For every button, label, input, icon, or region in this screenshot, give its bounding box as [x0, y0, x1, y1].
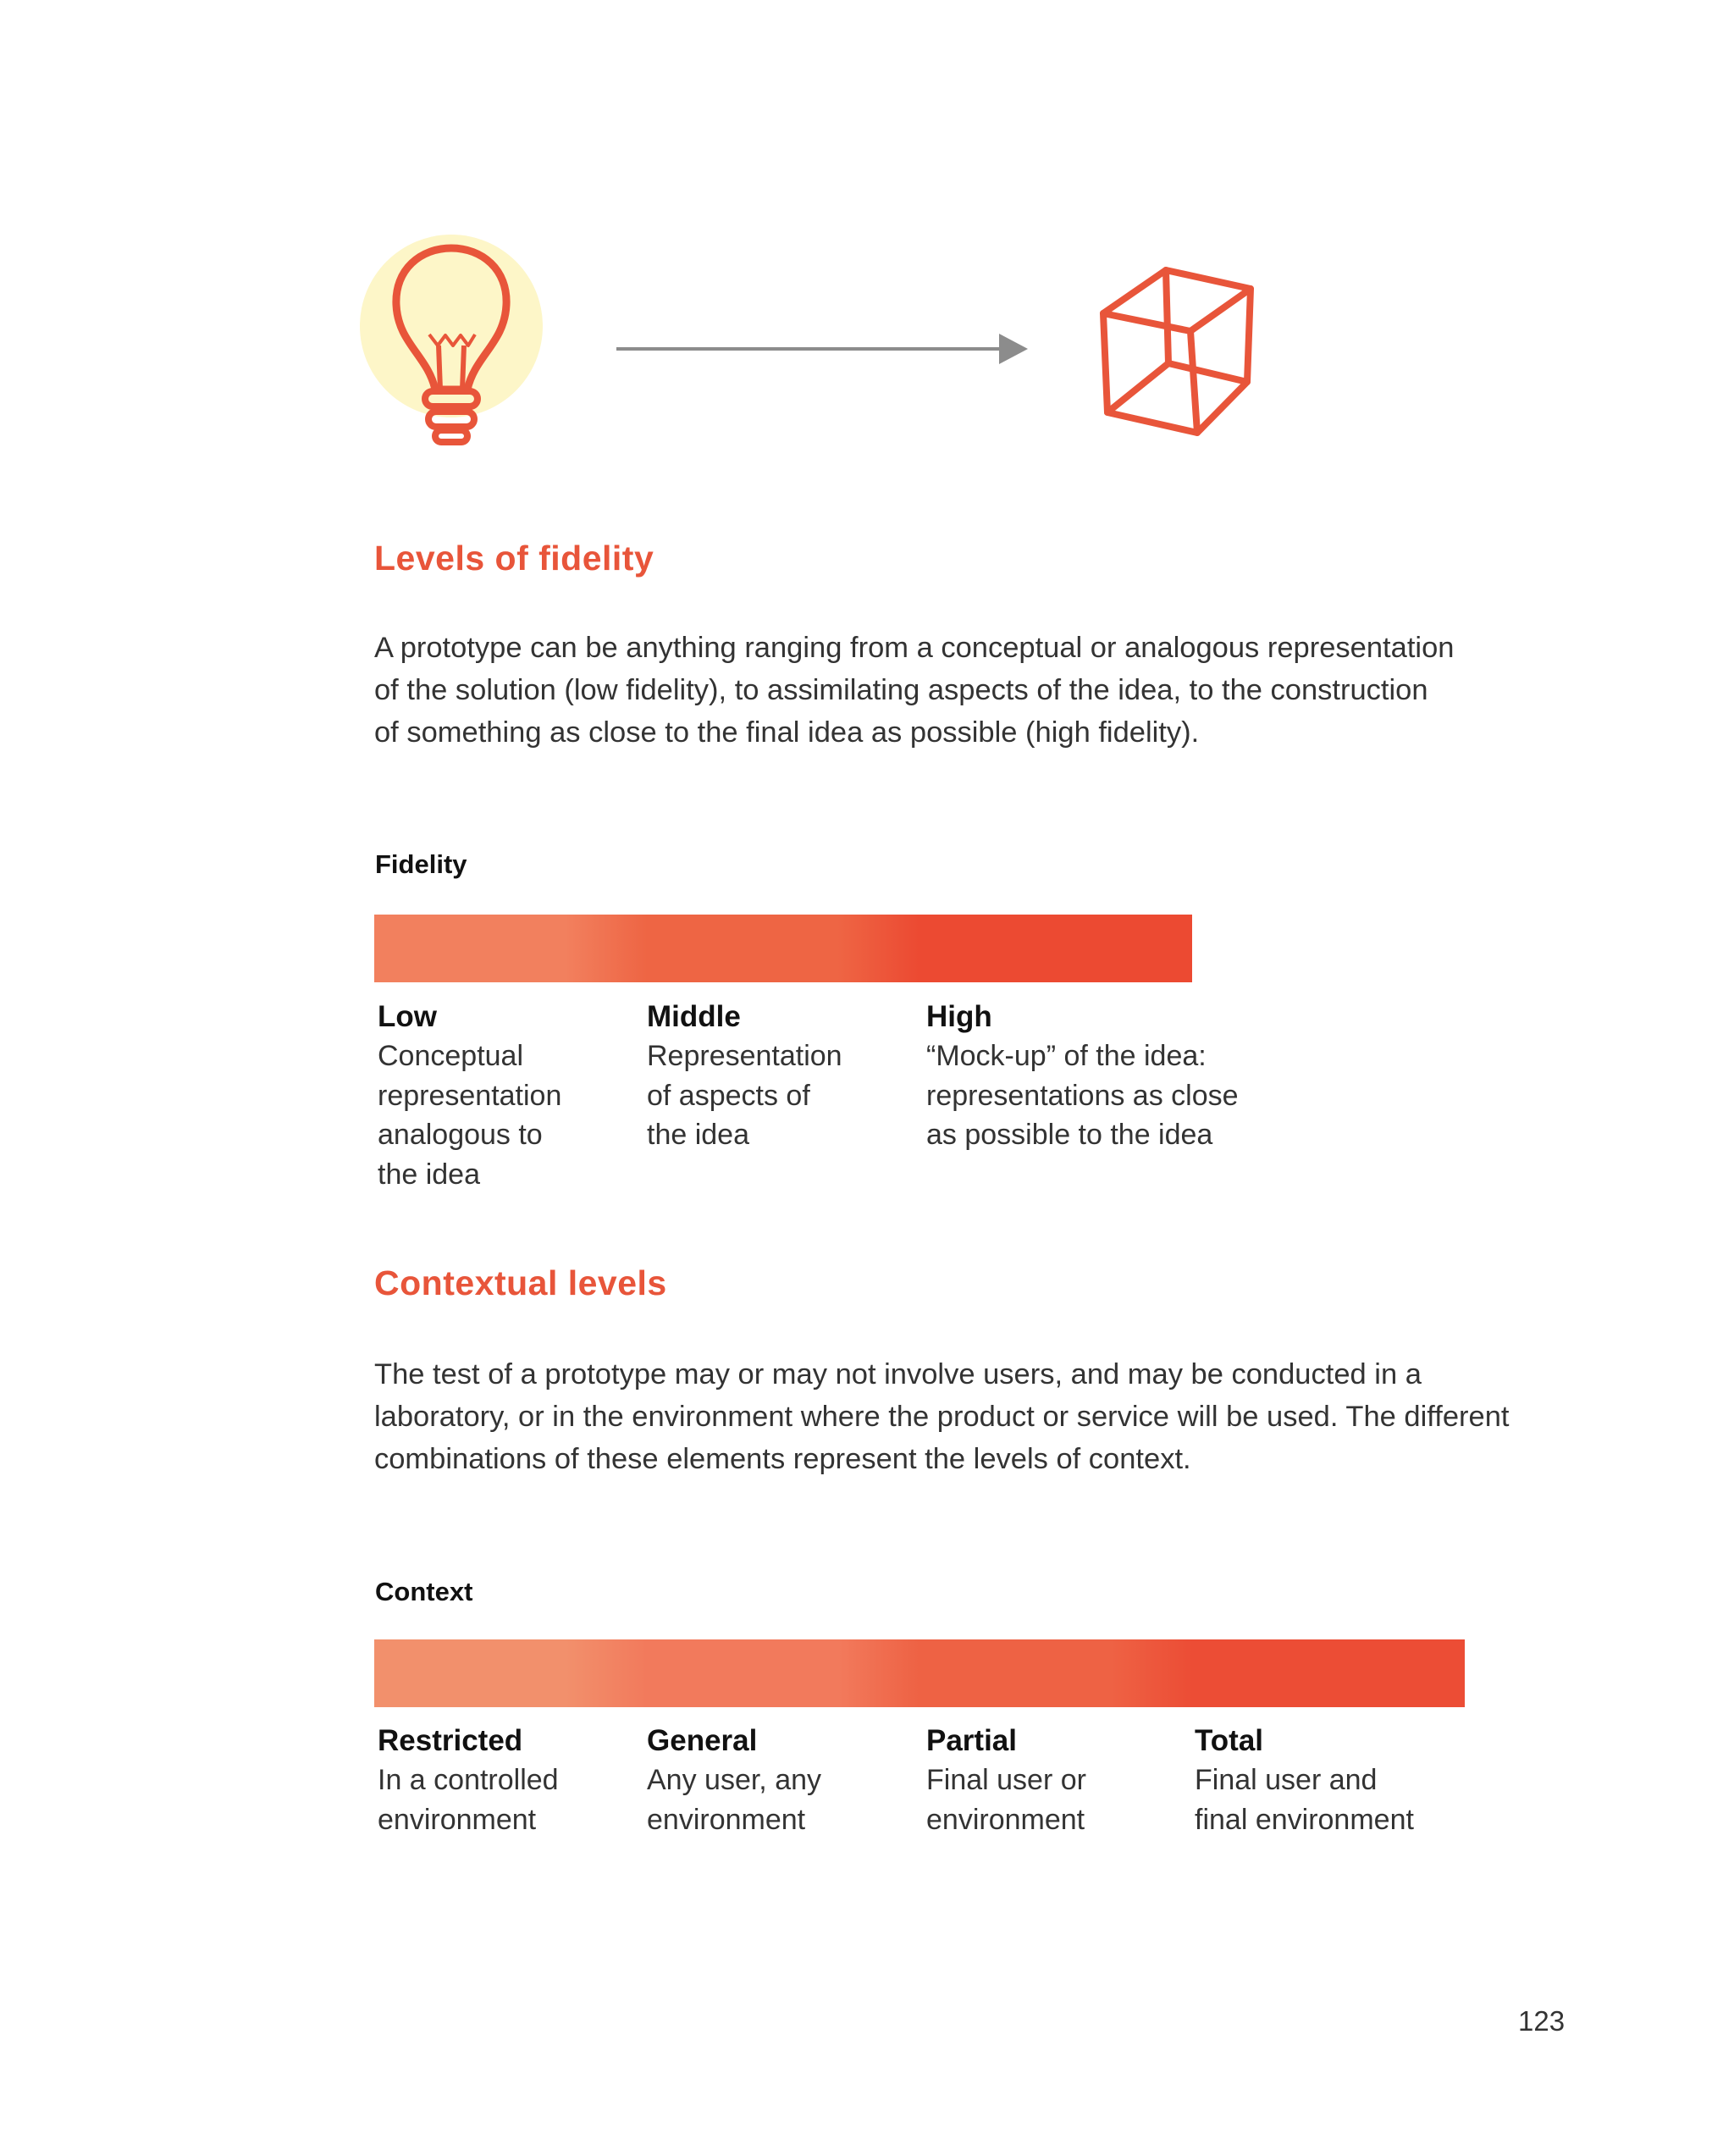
level-description-line: representations as close [926, 1079, 1239, 1112]
context-segment-partial [919, 1639, 1192, 1707]
paragraph-line: A prototype can be anything ranging from a conceptual or analogous representation [374, 632, 1455, 664]
level-title: Total [1195, 1724, 1264, 1757]
context-level-general [647, 1722, 918, 1839]
page-number: 123 [1518, 2005, 1566, 2037]
paragraph-line: combinations of these elements represent the levels of context. [374, 1443, 1191, 1475]
context-segment-general [647, 1639, 919, 1707]
level-description-line: environment [647, 1803, 806, 1836]
level-description-line: Conceptual [378, 1040, 524, 1072]
context-paragraph [374, 1353, 1577, 1480]
level-description-line: “Mock-up” of the idea: [926, 1040, 1207, 1072]
level-description-line: environment [378, 1803, 537, 1836]
context-scale-label: Context [375, 1577, 473, 1606]
fidelity-segment-middle [647, 915, 919, 982]
paragraph-line: The test of a prototype may or may not involve users, and may be conducted in a [374, 1358, 1422, 1390]
context-heading: Contextual levels [374, 1263, 667, 1302]
fidelity-level-middle [647, 998, 918, 1155]
context-segment-restricted [374, 1639, 647, 1707]
context-scale-bar [374, 1639, 1465, 1707]
level-description-line: Representation [647, 1040, 842, 1072]
level-description-line: of aspects of [647, 1079, 810, 1112]
level-description-line: the idea [378, 1158, 480, 1191]
level-description-line: the idea [647, 1119, 749, 1151]
context-level-restricted [378, 1722, 649, 1839]
level-description-line: environment [926, 1803, 1085, 1836]
fidelity-level-low [378, 998, 649, 1194]
level-description-line: In a controlled [378, 1764, 559, 1796]
fidelity-level-high [926, 998, 1299, 1155]
level-title: Low [378, 1000, 437, 1033]
level-description-line: as possible to the idea [926, 1119, 1213, 1151]
level-title: General [647, 1724, 758, 1757]
level-description-line: representation [378, 1079, 562, 1112]
paragraph-line: laboratory, or in the environment where the product or service will be used. The different [374, 1401, 1510, 1433]
context-level-total [1195, 1722, 1466, 1839]
fidelity-scale-bar [374, 915, 1192, 982]
arrow-right-icon [616, 334, 1028, 364]
cube-icon [1103, 270, 1251, 433]
level-description-line: Any user, any [647, 1764, 822, 1796]
fidelity-segment-low [374, 915, 647, 982]
level-description-line: analogous to [378, 1119, 543, 1151]
paragraph-line: of something as close to the final idea as possible (high fidelity). [374, 716, 1200, 749]
level-description-line: final environment [1195, 1803, 1414, 1836]
context-level-partial [926, 1722, 1197, 1839]
fidelity-segment-high [919, 915, 1192, 982]
level-title: Restricted [378, 1724, 523, 1757]
level-title: Middle [647, 1000, 741, 1033]
level-title: High [926, 1000, 992, 1033]
level-description-line: Final user or [926, 1764, 1086, 1796]
level-description-line: Final user and [1195, 1764, 1378, 1796]
paragraph-line: of the solution (low fidelity), to assimilating aspects of the idea, to the construction [374, 674, 1428, 706]
fidelity-heading: Levels of fidelity [374, 539, 654, 578]
context-segment-total [1192, 1639, 1465, 1707]
idea-to-prototype-illustration [356, 229, 1287, 466]
lightbulb-icon [360, 235, 543, 442]
level-title: Partial [926, 1724, 1017, 1757]
fidelity-scale-label: Fidelity [375, 849, 467, 879]
fidelity-paragraph [374, 627, 1577, 754]
